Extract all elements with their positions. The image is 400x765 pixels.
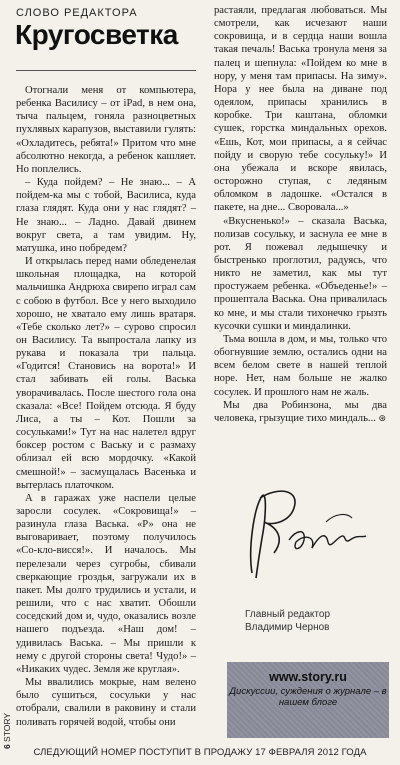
next-issue-footer: СЛЕДУЮЩИЙ НОМЕР ПОСТУПИТ В ПРОДАЖУ 17 ФЕВРАЛЯ 2012 ГОДА	[33, 747, 367, 758]
magazine-name: STORY	[2, 712, 13, 742]
paragraph: И открылась перед нами обледенелая школьная площадка, на которой мальчишка Андрюха свирепо играл сам с собою в футбол. Все у него выходило хорошо, не хватало ему лишь вратаря. «Тебе сколько лет?» – сурово спросил он Василису. Та выпростала лапку из рукава и показала три пальца. «Годится! Становись на ворота!» И стал забивать ей голы. Васька уворачивалась. После шестого гола она сказала: «Все! Пойдем отсюда. Я буду Лиса, а ты – Кот. Пошли за сосульками!» Тут на нас налетел вдруг боксер ростом с Ваську и с размаху облизал ей всю мордочку. «Какой смешной!» – засмущалась Васенька и вытерлась платочком.	[16, 256, 196, 491]
paragraph: А в гаражах уже наспели целые заросли сосулек. «Сокровища!» – разинула глаза Васька. «Р» она не выговаривает, поэтому получилось «Со-кло-висся!». И началось. Мы перелезали через сугробы, сбивали сверкающие гроздья, загружали их в пакет. Мы долго трудились и устали, и решили, что с нас хватит. Обошли соседский дом и, чудо, оказались возле нашего подъезда. «Наш дом! – удивилась Васька. – Мы пришли к нему с другой стороны света! Чудо!» – «Никаких чудес. Земля же круглая».	[16, 492, 196, 675]
end-mark-icon: ⊛	[378, 412, 387, 423]
article-column-left	[16, 84, 196, 729]
paragraph: «Вкусненько!» – сказала Васька, полизав сосульку, и заснула ее мне в рот. Я пожевал ледышечку и быстренько проглотил, радуясь, что никто не заметил, как мы тут простужаем ребенка. «Объеденье!» – прошептала Васька. Она привалилась ко мне, и мы стали тихонечко грызть кусочки сушки и миндалинки.	[214, 215, 387, 332]
article-column-right	[214, 4, 387, 425]
handwritten-signature	[234, 478, 384, 598]
closing-line: Мы два Робинзона, мы два человека, грызущие тихо миндаль...	[214, 399, 387, 424]
paragraph: – Куда пойдем? – Не знаю... – А пойдем-ка мы с тобой, Василиса, куда глаза глядят. Куда они у нас глядят? – Не знаю... – Ладно. Давай двинем вокруг света, а там увидим. Ну, матушка, ино побредем?	[16, 177, 196, 254]
paragraph: Отогнали меня от компьютера, ребенка Василису – от iPad, в нем она, тыча пальцем, гоняла разноцветных пухлявых карапузов, выставили гулять: «Охладитесь, ребята!» Притом что мне абсолютно некогда, а ребенок кашляет. Но поплелись.	[16, 85, 196, 175]
editor-role: Главный редактор	[245, 609, 331, 620]
signature-image	[234, 478, 384, 598]
paragraph: Мы ввалились мокрые, нам велено было сушиться, сосульки у нас отобрали, свалили в раковину и стали поливать горячей водой, чтобы они	[16, 677, 196, 728]
paragraph: растаяли, предлагая любоваться. Мы смотрели, как исчезают наши сокровища, и в сердца наши вошла такая печаль! Васька тронула меня за палец и шепнула: «Пойдем ко мне в нору, у меня там припасы. На зиму». Нора у нее была на диване под одеялом, припасы хранились в коробке. Три каштана, обломки сушек, горстка миндальных орехов. «Ешь, Кот, мои припасы, а я сейчас пойду и сворую тебе сосульку!» И она убежала и вскоре явилась, осторожно ступая, с ледяным обломком в ладошке. «Остался в пакете, на дне... Своровала...»	[214, 5, 387, 214]
promo-text: Дискуссии, суждения о журнале – в нашем блоге	[229, 686, 387, 708]
article-title: Кругосветка	[15, 19, 178, 50]
editor-credit	[245, 608, 330, 634]
title-rule	[16, 70, 196, 71]
section-label: СЛОВО РЕДАКТОРА	[16, 7, 138, 19]
promo-url[interactable]: www.story.ru	[269, 670, 347, 684]
editor-name: Владимир Чернов	[245, 622, 330, 633]
paragraph	[214, 399, 387, 425]
paragraph: Тьма вошла в дом, и мы, только что обогнувшие землю, остались одни на всем белом свете в нашей теплой норе. Нет, нам больше не жалко сосулек. И прошлого нам не жаль.	[214, 333, 387, 398]
blog-promo-box[interactable]	[227, 662, 389, 738]
page-number: 6	[2, 744, 13, 750]
